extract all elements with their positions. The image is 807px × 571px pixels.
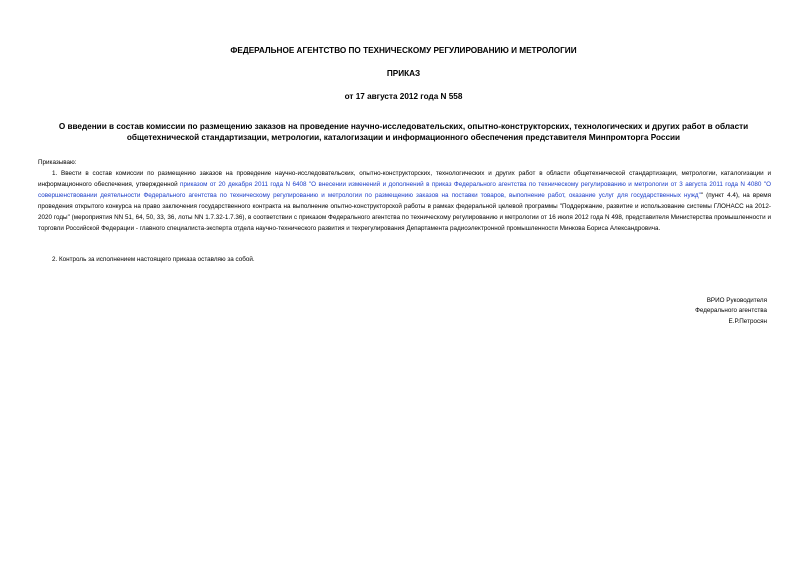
paragraph-2: 2. Контроль за исполнением настоящего приказа оставляю за собой. bbox=[52, 256, 255, 263]
agency-title: ФЕДЕРАЛЬНОЕ АГЕНТСТВО ПО ТЕХНИЧЕСКОМУ РЕГУЛИРОВАНИЮ И МЕТРОЛОГИИ bbox=[230, 46, 577, 55]
paragraph-1-text-start: 1. Ввести в состав комиссии по размещению заказов на проведение научно-исследовательских, опытно-конструкторских, технологических и других работ в области общетехнической стандартизации, метрологии, каталогизации и информационного обеспечения, утвержденной bbox=[38, 170, 771, 188]
order-intro: Приказываю: bbox=[38, 159, 77, 166]
signature-position: ВРИО Руководителя bbox=[706, 297, 767, 304]
paragraph-1-text-end: " (пункт 4.4), на время проведения открытого конкурса на право заключения государственного контракта на выполнение опытно-конструкторской работы в рамках федеральной целевой программы "Поддержание, развитие и использование системы ГЛОНАСС на 2012-2020 годы" (мероприятия NN 51, 64, 50, 33, 36, лоты NN 1.7.32-1.7.36), в соответствии с приказом Федерального агентства по техническому регулированию и метрологии от 16 июля 2012 года N 498, представителя Министерства промышленности и торговли Российской Федерации - главного специалиста-эксперта отдела научно-технического развития и техрегулирования Департамента радиоэлектронной промышленности Минкова Бориса Александровича. bbox=[38, 191, 771, 232]
signature-name: Е.Р.Петросян bbox=[728, 317, 767, 325]
signature-organization: Федерального агентства bbox=[695, 307, 767, 315]
signature-block bbox=[695, 296, 767, 327]
document-type: ПРИКАЗ bbox=[386, 69, 421, 78]
document-subject: О введении в состав комиссии по размещению заказов на проведение научно-исследовательских, опытно-конструкторских, технологических и других работ в области общетехнической стандартизации, метрологии, каталогизации и информационного обеспечения представителя Минпромторга России bbox=[58, 122, 749, 142]
order-6408-link[interactable]: приказом от 20 декабря 2011 года N 6408 "О внесении изменений и дополнений в приказ Федерального агентства по техническому регулированию и метрологии от 3 августа 2011 года N 4080 "О совершенствовании деятельности Федерального агентства по техническому регулированию и метрологии по размещению заказов на поставки товаров, выполнение работ, оказание услуг для государственных нужд" bbox=[38, 180, 771, 199]
paragraph-1 bbox=[38, 169, 771, 234]
document-date-number: от 17 августа 2012 года N 558 bbox=[344, 92, 463, 101]
